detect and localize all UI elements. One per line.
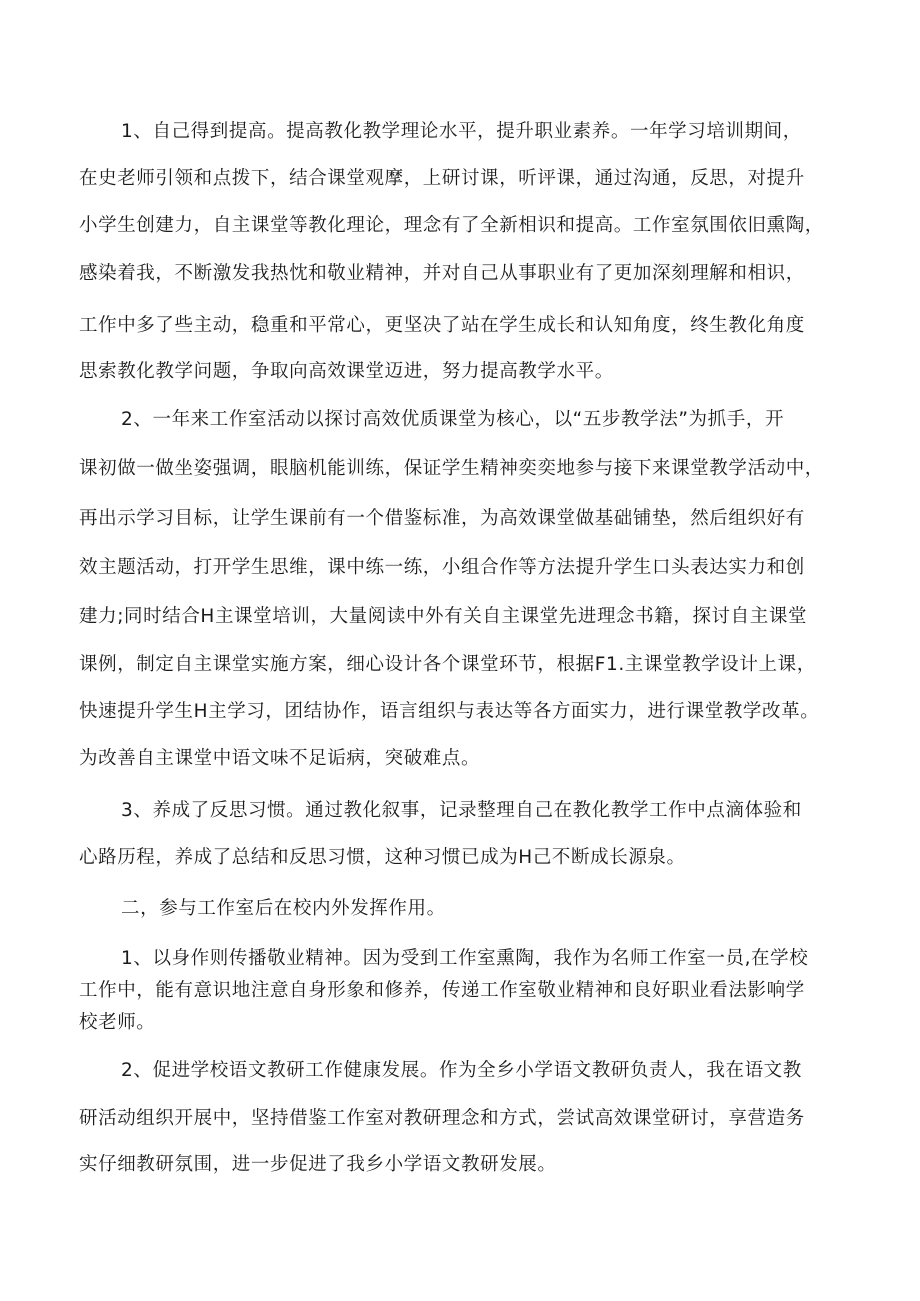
text-line: 小学生创建力，自主课堂等教化理论，理念有了全新相识和提高。工作室氛围依旧熏陶， <box>79 215 824 236</box>
text-line: 1、以身作则传播敬业精神。因为受到工作室熏陶，我作为名师工作室一员,在学校 <box>121 948 809 969</box>
text-line: 效主题活动，打开学生思维，课中练一练，小组合作等方法提升学生口头表达实力和创 <box>79 557 805 578</box>
text-line: 2、一年来工作室活动以探讨高效优质课堂为核心，以“五步教学法”为抓手，开 <box>121 409 785 430</box>
text-line: 3、养成了反思习惯。通过教化叙事，记录整理自己在教化教学工作中点滴体验和 <box>121 800 802 821</box>
text-line: 再出示学习目标，让学生课前有一个借鉴标准，为高效课堂做基础铺垫，然后组织好有 <box>79 508 805 529</box>
text-line: 工作中，能有意识地注意自身形象和修养，传递工作室敬业精神和良好职业看法影响学 <box>79 980 805 1001</box>
text-line: 心路历程，养成了总结和反思习惯，这种习惯已成为H己不断成长源泉。 <box>79 847 686 868</box>
text-line: 实仔细教研氛围，进一步促进了我乡小学语文教研发展。 <box>79 1154 557 1175</box>
text-line: 思索教化教学问题，争取向高效课堂迈进，努力提高教学水平。 <box>79 361 614 382</box>
text-line: 1、自己得到提高。提高教化教学理论水平，提升职业素养。一年学习培训期间， <box>121 121 802 142</box>
text-line: 2、促进学校语文教研工作健康发展。作为全乡小学语文教研负责人，我在语文教 <box>121 1060 802 1081</box>
section-heading: 二，参与工作室后在校内外发挥作用。 <box>121 898 446 919</box>
text-line: 建力;同时结合H主课堂培训，大量阅读中外有关自主课堂先进理念书籍，探讨自主课堂 <box>79 606 808 627</box>
text-line: 课初做一做坐姿强调，眼脑机能训练，保证学生精神奕奕地参与接下来课堂教学活动中， <box>79 458 824 479</box>
text-line: 课例，制定自主课堂实施方案，细心设计各个课堂环节，根据F1.主课堂教学设计上课， <box>79 654 816 675</box>
text-line: 感染着我，不断激发我热忱和敬业精神，并对自己从事职业有了更加深刻理解和相识， <box>79 263 805 284</box>
text-line: 快速提升学生H主学习，团结协作，语言组织与表达等各方面实力，进行课堂教学改革。 <box>79 701 820 722</box>
text-line: 校老师。 <box>79 1012 156 1033</box>
text-line: 研活动组织开展中，坚持借鉴工作室对教研理念和方式，尝试高效课堂研讨，享营造务 <box>79 1108 805 1129</box>
text-line: 在史老师引领和点拨下，结合课堂观摩，上研讨课，听评课，通过沟通，反思，对提升 <box>79 168 805 189</box>
text-line: 为改善自主课堂中语文味不足诟病，突破难点。 <box>79 748 481 769</box>
text-line: 工作中多了些主动，稳重和平常心，更坚决了站在学生成长和认知角度，终生教化角度 <box>79 315 805 336</box>
